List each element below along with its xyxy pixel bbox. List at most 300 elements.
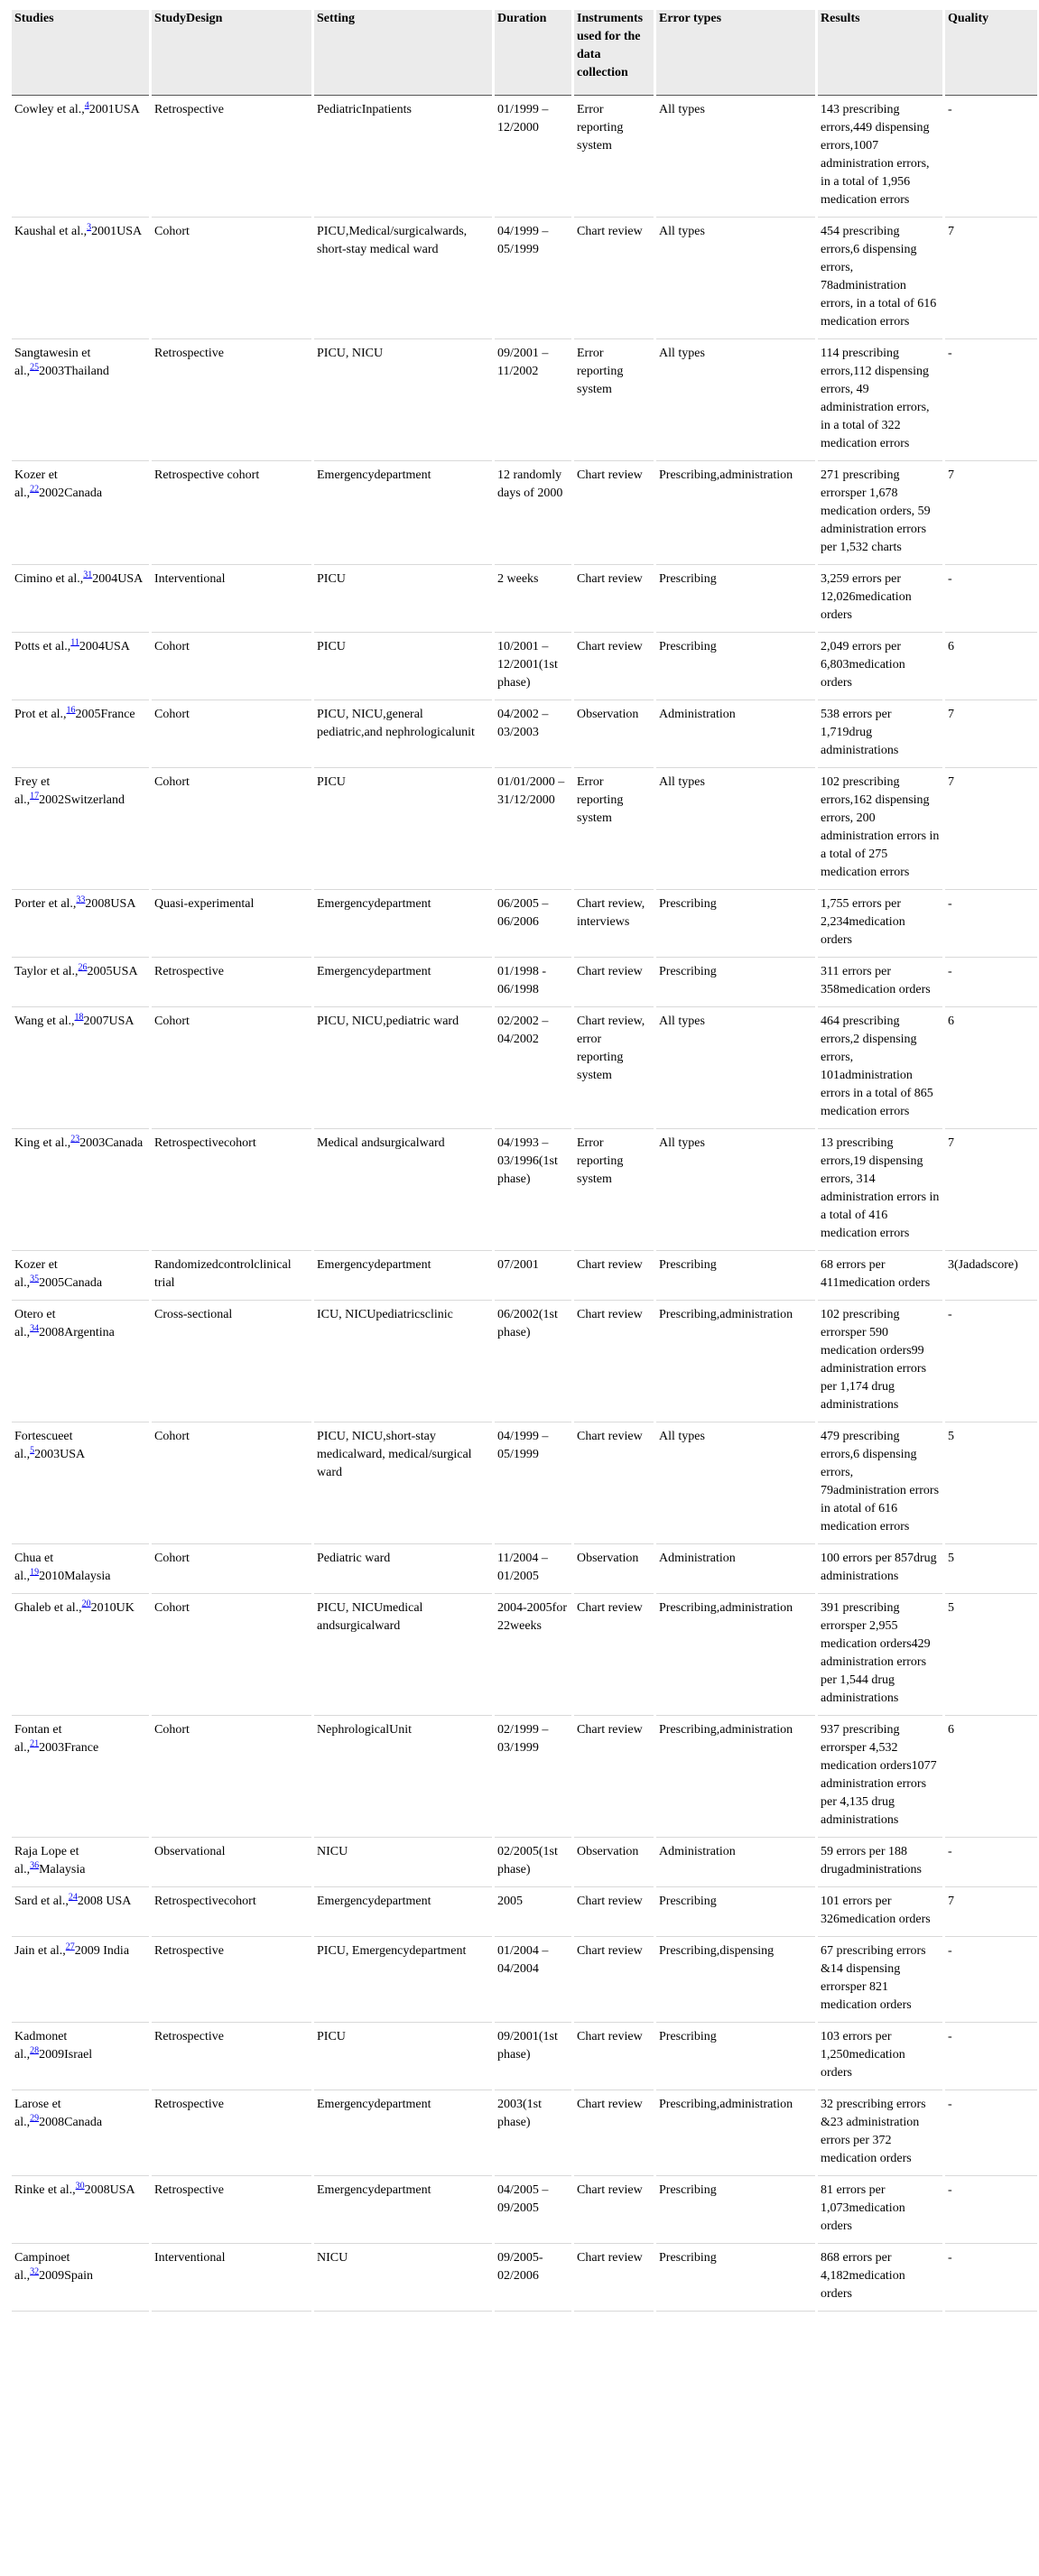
error-types-cell: All types <box>656 220 815 339</box>
study-cell <box>12 2025 149 2090</box>
setting-cell: PICU <box>314 635 492 700</box>
study-year-country: 2008USA <box>84 2183 135 2197</box>
duration-cell: 2003(1st phase) <box>495 2093 571 2176</box>
results-cell: 464 prescribing errors,2 dispensing errors, 101administration errors in a total of 865 medication errors <box>818 1010 942 1129</box>
reference-link[interactable]: 17 <box>30 791 40 802</box>
duration-cell: 09/2001(1st phase) <box>495 2025 571 2090</box>
study-cell <box>12 1010 149 1129</box>
quality-cell: 7 <box>945 464 1037 565</box>
column-header-instruments: Instruments used for the data collection <box>574 10 654 96</box>
study-year-country: 2009Israel <box>39 2048 93 2062</box>
table-row <box>12 1719 1037 1838</box>
duration-cell: 04/1993 – 03/1996(1st phase) <box>495 1132 571 1251</box>
setting-cell: PICU <box>314 568 492 633</box>
quality-cell: - <box>945 2247 1037 2312</box>
instrument-cell: Chart review <box>574 2247 654 2312</box>
study-design-cell: Retrospectivecohort <box>152 1890 311 1937</box>
table-row <box>12 771 1037 890</box>
reference-link[interactable]: 4 <box>84 100 89 111</box>
instrument-cell: Chart review <box>574 464 654 565</box>
setting-cell: PICU, NICU <box>314 342 492 461</box>
results-cell: 271 prescribing errorsper 1,678 medication orders, 59 administration errors per 1,532 charts <box>818 464 942 565</box>
studies-table <box>9 7 1039 2314</box>
study-year-country: Malaysia <box>39 1863 86 1876</box>
study-year-country: 2005Canada <box>39 1276 103 1290</box>
duration-cell: 02/2005(1st phase) <box>495 1840 571 1887</box>
study-year-country: 2003Thailand <box>39 365 109 378</box>
results-cell: 391 prescribing errorsper 2,955 medication orders429 administration errors per 1,544 drug administrations <box>818 1597 942 1716</box>
study-year-country: 2002Switzerland <box>39 793 125 807</box>
instrument-cell: Error reporting system <box>574 1132 654 1251</box>
study-author: Fortescueet al., <box>14 1430 73 1461</box>
duration-cell: 01/1999 – 12/2000 <box>495 98 571 218</box>
duration-cell: 11/2004 – 01/2005 <box>495 1547 571 1594</box>
study-design-cell: Cohort <box>152 1425 311 1544</box>
error-types-cell: Prescribing <box>656 1890 815 1937</box>
results-cell: 937 prescribing errorsper 4,532 medication orders1077 administration errors per 4,135 drug administrations <box>818 1719 942 1838</box>
study-author: Sangtawesin et al., <box>14 347 91 378</box>
study-year-country: 2003USA <box>34 1448 86 1461</box>
study-year-country: 2009Spain <box>39 2269 93 2283</box>
study-cell <box>12 464 149 565</box>
duration-cell: 2004-2005for 22weeks <box>495 1597 571 1716</box>
instrument-cell: Observation <box>574 1840 654 1887</box>
error-types-cell: Prescribing,administration <box>656 464 815 565</box>
error-types-cell: All types <box>656 1132 815 1251</box>
study-author: Kozer et al., <box>14 468 58 500</box>
study-cell <box>12 893 149 958</box>
setting-cell: Emergencydepartment <box>314 893 492 958</box>
reference-link[interactable]: 28 <box>30 2045 40 2056</box>
duration-cell: 09/2001 – 11/2002 <box>495 342 571 461</box>
study-year-country: 2008USA <box>85 897 136 911</box>
study-cell <box>12 2179 149 2244</box>
study-cell <box>12 1254 149 1301</box>
table-row <box>12 342 1037 461</box>
setting-cell: Emergencydepartment <box>314 2093 492 2176</box>
duration-cell: 01/1998 - 06/1998 <box>495 960 571 1007</box>
study-year-country: 2002Canada <box>39 486 103 500</box>
results-cell: 868 errors per 4,182medication orders <box>818 2247 942 2312</box>
study-cell <box>12 635 149 700</box>
reference-link[interactable]: 5 <box>30 1445 35 1456</box>
study-cell <box>12 1303 149 1422</box>
study-author: Prot et al., <box>14 708 67 721</box>
study-author: Porter et al., <box>14 897 77 911</box>
quality-cell: 3(Jadadscore) <box>945 1254 1037 1301</box>
table-row <box>12 1303 1037 1422</box>
duration-cell: 2005 <box>495 1890 571 1937</box>
setting-cell: PediatricInpatients <box>314 98 492 218</box>
error-types-cell: Prescribing <box>656 960 815 1007</box>
quality-cell: 6 <box>945 635 1037 700</box>
instrument-cell: Chart review <box>574 2025 654 2090</box>
study-year-country: 2010UK <box>90 1601 135 1615</box>
reference-link[interactable]: 26 <box>78 962 88 973</box>
table-row <box>12 1597 1037 1716</box>
study-cell <box>12 1425 149 1544</box>
table-row <box>12 1940 1037 2023</box>
reference-link[interactable]: 36 <box>30 1860 40 1871</box>
instrument-cell: Chart review <box>574 960 654 1007</box>
column-header-setting: Setting <box>314 10 492 96</box>
instrument-cell: Chart review <box>574 2179 654 2244</box>
setting-cell: Emergencydepartment <box>314 1890 492 1937</box>
table-row <box>12 98 1037 218</box>
study-author: Cimino et al., <box>14 572 84 586</box>
study-design-cell: Cross-sectional <box>152 1303 311 1422</box>
quality-cell: - <box>945 1840 1037 1887</box>
study-year-country: 2004USA <box>79 640 130 653</box>
instrument-cell: Chart review <box>574 1303 654 1422</box>
results-cell: 67 prescribing errors &14 dispensing errorsper 821 medication orders <box>818 1940 942 2023</box>
table-row <box>12 635 1037 700</box>
study-year-country: 2005France <box>75 708 135 721</box>
duration-cell: 04/2005 – 09/2005 <box>495 2179 571 2244</box>
quality-cell: 7 <box>945 703 1037 768</box>
instrument-cell: Chart review <box>574 1597 654 1716</box>
study-author: Sard et al., <box>14 1895 69 1908</box>
study-year-country: 2003Canada <box>79 1136 144 1150</box>
study-author: King et al., <box>14 1136 71 1150</box>
quality-cell: 5 <box>945 1425 1037 1544</box>
table-row <box>12 1425 1037 1544</box>
table-row <box>12 703 1037 768</box>
error-types-cell: Prescribing <box>656 2025 815 2090</box>
table-row <box>12 1840 1037 1887</box>
study-author: Wang et al., <box>14 1015 75 1028</box>
study-author: Jain et al., <box>14 1944 66 1958</box>
setting-cell: PICU <box>314 771 492 890</box>
quality-cell: 7 <box>945 220 1037 339</box>
quality-cell: - <box>945 1303 1037 1422</box>
study-design-cell: Observational <box>152 1840 311 1887</box>
quality-cell: - <box>945 2179 1037 2244</box>
reference-link[interactable]: 23 <box>70 1134 80 1144</box>
study-design-cell: Retrospective <box>152 960 311 1007</box>
study-year-country: 2004USA <box>92 572 144 586</box>
study-cell <box>12 703 149 768</box>
quality-cell: - <box>945 893 1037 958</box>
quality-cell: - <box>945 1940 1037 2023</box>
instrument-cell: Chart review <box>574 1254 654 1301</box>
reference-link[interactable]: 3 <box>87 222 92 233</box>
study-year-country: 2001USA <box>91 225 143 238</box>
duration-cell: 2 weeks <box>495 568 571 633</box>
quality-cell: 5 <box>945 1547 1037 1594</box>
setting-cell: Emergencydepartment <box>314 2179 492 2244</box>
results-cell: 102 prescribing errors,162 dispensing errors, 200 administration errors in a total of 275 medication errors <box>818 771 942 890</box>
quality-cell: 7 <box>945 771 1037 890</box>
results-cell: 538 errors per 1,719drug administrations <box>818 703 942 768</box>
study-cell <box>12 2093 149 2176</box>
reference-link[interactable]: 20 <box>81 1598 91 1609</box>
study-cell <box>12 98 149 218</box>
table-row <box>12 960 1037 1007</box>
column-header-error-types: Error types <box>656 10 815 96</box>
duration-cell: 02/1999 – 03/1999 <box>495 1719 571 1838</box>
error-types-cell: All types <box>656 1425 815 1544</box>
study-author: Rinke et al., <box>14 2183 76 2197</box>
duration-cell: 04/1999 – 05/1999 <box>495 1425 571 1544</box>
results-cell: 59 errors per 188 drugadministrations <box>818 1840 942 1887</box>
setting-cell: Medical andsurgicalward <box>314 1132 492 1251</box>
instrument-cell: Chart review <box>574 1940 654 2023</box>
reference-link[interactable]: 24 <box>68 1892 78 1903</box>
study-author: Taylor et al., <box>14 965 79 978</box>
study-cell <box>12 771 149 890</box>
reference-link[interactable]: 21 <box>30 1738 40 1749</box>
error-types-cell: Prescribing <box>656 635 815 700</box>
reference-link[interactable]: 35 <box>30 1274 40 1284</box>
study-cell <box>12 220 149 339</box>
error-types-cell: Prescribing <box>656 568 815 633</box>
error-types-cell: Prescribing <box>656 1254 815 1301</box>
table-row <box>12 1254 1037 1301</box>
study-year-country: 2008Canada <box>39 2116 103 2129</box>
quality-cell: - <box>945 960 1037 1007</box>
table-row <box>12 2247 1037 2312</box>
table-row <box>12 1010 1037 1129</box>
quality-cell: 5 <box>945 1597 1037 1716</box>
table-row <box>12 1132 1037 1251</box>
setting-cell: PICU, NICU,pediatric ward <box>314 1010 492 1129</box>
study-cell <box>12 568 149 633</box>
results-cell: 68 errors per 411medication orders <box>818 1254 942 1301</box>
duration-cell: 04/1999 – 05/1999 <box>495 220 571 339</box>
study-design-cell: Retrospective <box>152 2179 311 2244</box>
study-year-country: 2005USA <box>87 965 138 978</box>
study-cell <box>12 1597 149 1716</box>
instrument-cell: Observation <box>574 703 654 768</box>
quality-cell: 7 <box>945 1132 1037 1251</box>
setting-cell: NICU <box>314 2247 492 2312</box>
study-design-cell: Retrospective <box>152 2025 311 2090</box>
results-cell: 32 prescribing errors &23 administration errors per 372 medication orders <box>818 2093 942 2176</box>
reference-link[interactable]: 31 <box>83 570 93 580</box>
duration-cell: 04/2002 – 03/2003 <box>495 703 571 768</box>
study-cell <box>12 960 149 1007</box>
results-cell: 103 errors per 1,250medication orders <box>818 2025 942 2090</box>
instrument-cell: Chart review <box>574 1890 654 1937</box>
error-types-cell: Prescribing <box>656 2179 815 2244</box>
instrument-cell: Error reporting system <box>574 771 654 890</box>
table-row <box>12 2093 1037 2176</box>
study-design-cell: Randomizedcontrolclinical trial <box>152 1254 311 1301</box>
results-cell: 100 errors per 857drug administrations <box>818 1547 942 1594</box>
table-row <box>12 568 1037 633</box>
instrument-cell: Chart review <box>574 635 654 700</box>
instrument-cell: Chart review, interviews <box>574 893 654 958</box>
quality-cell: 6 <box>945 1719 1037 1838</box>
reference-link[interactable]: 25 <box>30 362 40 373</box>
header-row <box>12 10 1037 96</box>
table-header <box>12 10 1037 96</box>
study-design-cell: Interventional <box>152 568 311 633</box>
study-author: Fontan et al., <box>14 1723 62 1755</box>
study-design-cell: Quasi-experimental <box>152 893 311 958</box>
reference-link[interactable]: 11 <box>70 637 79 648</box>
error-types-cell: All types <box>656 342 815 461</box>
reference-link[interactable]: 32 <box>30 2266 40 2277</box>
study-year-country: 2009 India <box>74 1944 130 1958</box>
reference-link[interactable]: 18 <box>74 1012 84 1023</box>
table-body <box>12 98 1037 2312</box>
reference-link[interactable]: 27 <box>65 1941 75 1952</box>
study-design-cell: Cohort <box>152 1597 311 1716</box>
setting-cell: PICU, NICU,short-stay medicalward, medical/surgical ward <box>314 1425 492 1544</box>
results-cell: 81 errors per 1,073medication orders <box>818 2179 942 2244</box>
setting-cell: PICU, Emergencydepartment <box>314 1940 492 2023</box>
study-cell <box>12 1940 149 2023</box>
column-header-quality: Quality <box>945 10 1037 96</box>
study-design-cell: Cohort <box>152 635 311 700</box>
quality-cell: - <box>945 2025 1037 2090</box>
duration-cell: 06/2002(1st phase) <box>495 1303 571 1422</box>
study-author: Kaushal et al., <box>14 225 88 238</box>
setting-cell: PICU, NICUmedical andsurgicalward <box>314 1597 492 1716</box>
reference-link[interactable]: 19 <box>30 1567 40 1578</box>
study-year-country: 2008Argentina <box>39 1326 115 1339</box>
results-cell: 2,049 errors per 6,803medication orders <box>818 635 942 700</box>
results-cell: 479 prescribing errors,6 dispensing errors, 79administration errors in atotal of 616 medication errors <box>818 1425 942 1544</box>
error-types-cell: Prescribing,administration <box>656 1303 815 1422</box>
study-design-cell: Cohort <box>152 1547 311 1594</box>
study-year-country: 2003France <box>39 1741 99 1755</box>
table-row <box>12 2025 1037 2090</box>
study-design-cell: Cohort <box>152 1010 311 1129</box>
table-row <box>12 464 1037 565</box>
study-design-cell: Retrospective <box>152 1940 311 2023</box>
study-design-cell: Cohort <box>152 703 311 768</box>
study-author: Kozer et al., <box>14 1258 58 1290</box>
study-author: Cowley et al., <box>14 103 85 116</box>
setting-cell: Emergencydepartment <box>314 464 492 565</box>
study-design-cell: Cohort <box>152 220 311 339</box>
duration-cell: 12 randomly days of 2000 <box>495 464 571 565</box>
results-cell: 3,259 errors per 12,026medication orders <box>818 568 942 633</box>
error-types-cell: Prescribing,dispensing <box>656 1940 815 2023</box>
column-header-studies: Studies <box>12 10 149 96</box>
results-cell: 102 prescribing errorsper 590 medication orders99 administration errors per 1,174 drug administrations <box>818 1303 942 1422</box>
study-author: Otero et al., <box>14 1308 56 1339</box>
study-cell <box>12 1719 149 1838</box>
setting-cell: PICU,Medical/surgicalwards, short-stay medical ward <box>314 220 492 339</box>
duration-cell: 07/2001 <box>495 1254 571 1301</box>
study-cell <box>12 1890 149 1937</box>
study-author: Potts et al., <box>14 640 71 653</box>
duration-cell: 10/2001 – 12/2001(1st phase) <box>495 635 571 700</box>
quality-cell: - <box>945 568 1037 633</box>
instrument-cell: Error reporting system <box>574 98 654 218</box>
error-types-cell: All types <box>656 771 815 890</box>
quality-cell: - <box>945 2093 1037 2176</box>
results-cell: 454 prescribing errors,6 dispensing errors, 78administration errors, in a total of 616 medication errors <box>818 220 942 339</box>
study-cell <box>12 342 149 461</box>
study-design-cell: Retrospective <box>152 98 311 218</box>
instrument-cell: Chart review <box>574 1425 654 1544</box>
study-design-cell: Cohort <box>152 771 311 890</box>
instrument-cell: Chart review <box>574 2093 654 2176</box>
study-author: Ghaleb et al., <box>14 1601 82 1615</box>
study-year-country: 2007USA <box>83 1015 135 1028</box>
duration-cell: 01/01/2000 – 31/12/2000 <box>495 771 571 890</box>
study-author: Raja Lope et al., <box>14 1845 79 1876</box>
instrument-cell: Error reporting system <box>574 342 654 461</box>
study-year-country: 2001USA <box>88 103 140 116</box>
setting-cell: Pediatric ward <box>314 1547 492 1594</box>
instrument-cell: Chart review, error reporting system <box>574 1010 654 1129</box>
error-types-cell: Prescribing,administration <box>656 1597 815 1716</box>
reference-link[interactable]: 16 <box>66 705 76 716</box>
results-cell: 101 errors per 326medication orders <box>818 1890 942 1937</box>
error-types-cell: All types <box>656 98 815 218</box>
setting-cell: NICU <box>314 1840 492 1887</box>
instrument-cell: Observation <box>574 1547 654 1594</box>
table-row <box>12 220 1037 339</box>
table-row <box>12 893 1037 958</box>
study-design-cell: Cohort <box>152 1719 311 1838</box>
study-author: Chua et al., <box>14 1552 54 1583</box>
setting-cell: Emergencydepartment <box>314 1254 492 1301</box>
study-year-country: 2008 USA <box>77 1895 132 1908</box>
study-cell <box>12 1840 149 1887</box>
duration-cell: 02/2002 – 04/2002 <box>495 1010 571 1129</box>
study-year-country: 2010Malaysia <box>39 1570 111 1583</box>
error-types-cell: Administration <box>656 1840 815 1887</box>
error-types-cell: Administration <box>656 1547 815 1594</box>
error-types-cell: Prescribing <box>656 893 815 958</box>
duration-cell: 06/2005 – 06/2006 <box>495 893 571 958</box>
reference-link[interactable]: 34 <box>30 1323 40 1334</box>
study-author: Larose et al., <box>14 2098 61 2129</box>
error-types-cell: Prescribing,administration <box>656 1719 815 1838</box>
setting-cell: NephrologicalUnit <box>314 1719 492 1838</box>
table-row <box>12 2179 1037 2244</box>
results-cell: 1,755 errors per 2,234medication orders <box>818 893 942 958</box>
reference-link[interactable]: 33 <box>76 894 86 905</box>
study-cell <box>12 2247 149 2312</box>
instrument-cell: Chart review <box>574 1719 654 1838</box>
setting-cell: PICU, NICU,general pediatric,and nephrologicalunit <box>314 703 492 768</box>
column-header-duration: Duration <box>495 10 571 96</box>
study-design-cell: Retrospective cohort <box>152 464 311 565</box>
study-cell <box>12 1132 149 1251</box>
study-author: Frey et al., <box>14 775 51 807</box>
column-header-study-design: StudyDesign <box>152 10 311 96</box>
error-types-cell: All types <box>656 1010 815 1129</box>
study-design-cell: Retrospectivecohort <box>152 1132 311 1251</box>
reference-link[interactable]: 29 <box>30 2113 40 2124</box>
quality-cell: 6 <box>945 1010 1037 1129</box>
error-types-cell: Prescribing <box>656 2247 815 2312</box>
reference-link[interactable]: 30 <box>75 2181 85 2191</box>
error-types-cell: Prescribing,administration <box>656 2093 815 2176</box>
reference-link[interactable]: 22 <box>30 484 40 495</box>
setting-cell: Emergencydepartment <box>314 960 492 1007</box>
results-cell: 311 errors per 358medication orders <box>818 960 942 1007</box>
study-design-cell: Retrospective <box>152 342 311 461</box>
quality-cell: - <box>945 98 1037 218</box>
table-row <box>12 1890 1037 1937</box>
duration-cell: 09/2005-02/2006 <box>495 2247 571 2312</box>
duration-cell: 01/2004 – 04/2004 <box>495 1940 571 2023</box>
setting-cell: PICU <box>314 2025 492 2090</box>
study-author: Campinoet al., <box>14 2251 70 2283</box>
study-author: Kadmonet al., <box>14 2030 68 2062</box>
results-cell: 13 prescribing errors,19 dispensing errors, 314 administration errors in a total of 416 medication errors <box>818 1132 942 1251</box>
results-cell: 143 prescribing errors,449 dispensing errors,1007 administration errors, in a total of 1,956 medication errors <box>818 98 942 218</box>
